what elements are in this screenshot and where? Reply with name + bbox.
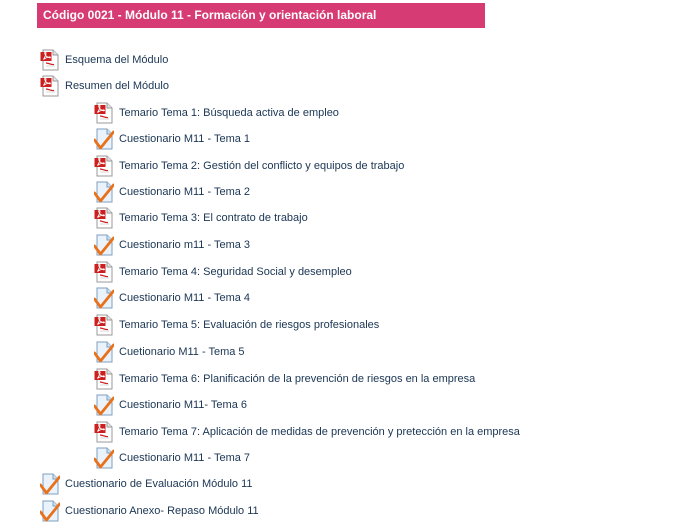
- resource-link-cuestionario-m11-tema-7[interactable]: [94, 447, 250, 469]
- quiz-checkmark-icon: [94, 394, 114, 416]
- resource-label: Temario Tema 3: El contrato de trabajo: [119, 212, 308, 224]
- resource-link-cuestionario-m11-tema-2[interactable]: [94, 181, 250, 203]
- resource-label: Temario Tema 4: Seguridad Social y desempleo: [119, 266, 352, 278]
- quiz-checkmark-icon: [94, 128, 114, 150]
- pdf-icon: [94, 368, 114, 390]
- resource-link-temario-tema-1-busqueda-activa-de-empleo[interactable]: [94, 102, 339, 124]
- resource-label: Cuestionario Anexo- Repaso Módulo 11: [65, 505, 259, 517]
- resource-link-cuestionario-de-evaluacion-modulo-11[interactable]: [40, 473, 253, 495]
- pdf-icon: [94, 261, 114, 283]
- resource-label: Cuestionario M11- Tema 6: [119, 399, 247, 411]
- resource-link-temario-tema-5-evaluacion-de-riesgos-profesionales[interactable]: [94, 314, 379, 336]
- resource-label: Cuestionario M11 - Tema 1: [119, 133, 251, 145]
- resource-label: Temario Tema 2: Gestión del conflicto y equipos de trabajo: [119, 160, 405, 172]
- resource-label: Esquema del Módulo: [65, 54, 169, 66]
- resource-link-temario-tema-7-aplicacion-de-medidas-de-prevencion-y-preteccion-en-la-empresa[interactable]: [94, 421, 520, 443]
- pdf-icon: [94, 207, 114, 229]
- resource-link-temario-tema-2-gestion-del-conflicto-y-equipos-de-trabajo[interactable]: [94, 155, 404, 177]
- resource-link-esquema-del-modulo[interactable]: [40, 49, 168, 71]
- resource-link-temario-tema-6-planificacion-de-la-prevencion-de-riesgos-en-la-empresa[interactable]: [94, 368, 475, 390]
- resource-link-cuestionario-anexo-repaso-modulo-11[interactable]: [40, 500, 259, 522]
- resource-label: Resumen del Módulo: [65, 80, 169, 92]
- resource-link-cuestionario-m11-tema-6[interactable]: [94, 394, 247, 416]
- resource-link-temario-tema-3-el-contrato-de-trabajo[interactable]: [94, 207, 308, 229]
- resource-link-cuestionario-m11-tema-4[interactable]: [94, 287, 250, 309]
- quiz-checkmark-icon: [94, 234, 114, 256]
- pdf-icon: [94, 421, 114, 443]
- quiz-checkmark-icon: [40, 500, 60, 522]
- resource-label: Cuestionario M11 - Tema 4: [119, 292, 251, 304]
- resource-link-resumen-del-modulo[interactable]: [40, 75, 169, 97]
- resource-label: Temario Tema 6: Planificación de la prevención de riesgos en la empresa: [119, 373, 476, 385]
- pdf-icon: [94, 102, 114, 124]
- module-title: Código 0021 - Módulo 11 - Formación y orientación laboral: [43, 8, 377, 22]
- resource-label: Cuetionario M11 - Tema 5: [119, 346, 245, 358]
- resource-label: Cuestionario M11 - Tema 2: [119, 186, 251, 198]
- pdf-icon: [40, 75, 60, 97]
- quiz-checkmark-icon: [40, 473, 60, 495]
- resource-label: Cuestionario de Evaluación Módulo 11: [65, 478, 253, 490]
- quiz-checkmark-icon: [94, 181, 114, 203]
- quiz-checkmark-icon: [94, 341, 114, 363]
- resource-label: Cuestionario m11 - Tema 3: [119, 239, 251, 251]
- module-header: [37, 3, 485, 28]
- pdf-icon: [94, 155, 114, 177]
- resource-link-cuestionario-m11-tema-3[interactable]: [94, 234, 250, 256]
- quiz-checkmark-icon: [94, 447, 114, 469]
- pdf-icon: [40, 49, 60, 71]
- resource-label: Cuestionario M11 - Tema 7: [119, 452, 251, 464]
- quiz-checkmark-icon: [94, 287, 114, 309]
- pdf-icon: [94, 314, 114, 336]
- resource-label: Temario Tema 7: Aplicación de medidas de prevención y pretección en la empresa: [119, 426, 520, 438]
- resource-link-cuetionario-m11-tema-5[interactable]: [94, 341, 245, 363]
- resource-label: Temario Tema 1: Búsqueda activa de empleo: [119, 107, 339, 119]
- resource-link-cuestionario-m11-tema-1[interactable]: [94, 128, 250, 150]
- resource-label: Temario Tema 5: Evaluación de riesgos profesionales: [119, 319, 380, 331]
- resource-link-temario-tema-4-seguridad-social-y-desempleo[interactable]: [94, 261, 352, 283]
